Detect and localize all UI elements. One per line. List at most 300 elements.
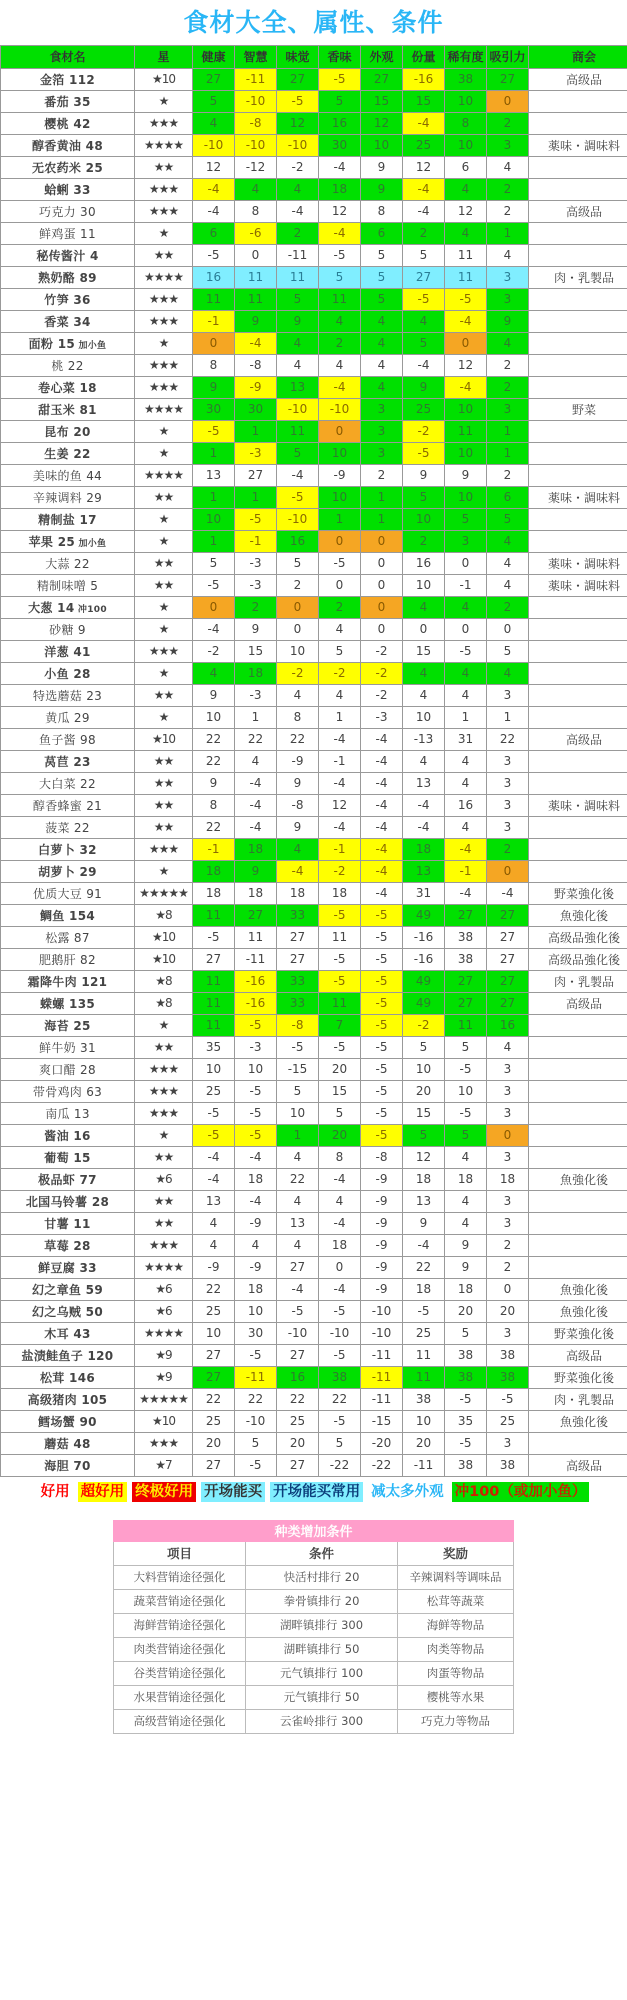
star-rating: ★★★ bbox=[135, 200, 193, 222]
stat-cell: 10 bbox=[193, 706, 235, 728]
stat-cell: 11 bbox=[319, 288, 361, 310]
ingredient-name: 秘传酱汁 4 bbox=[36, 248, 99, 263]
conditions-cell: 樱桃等水果 bbox=[398, 1685, 514, 1709]
ingredient-name-cell bbox=[1, 1058, 135, 1080]
guild-cell bbox=[529, 288, 627, 310]
ingredient-name-note: 加小鱼 bbox=[75, 340, 107, 351]
stat-cell: -5 bbox=[445, 288, 487, 310]
stat-cell: -9 bbox=[361, 1256, 403, 1278]
stat-cell: 0 bbox=[487, 618, 529, 640]
stat-cell: 9 bbox=[277, 310, 319, 332]
star-rating: ★ bbox=[135, 860, 193, 882]
star-rating: ★ bbox=[135, 442, 193, 464]
legend-item-3: 开场能买 bbox=[201, 1482, 265, 1502]
stat-cell: 18 bbox=[403, 1168, 445, 1190]
stat-cell: 27 bbox=[193, 948, 235, 970]
star-rating: ★★★ bbox=[135, 354, 193, 376]
guild-cell: 高级品 bbox=[529, 68, 627, 90]
ingredient-name: 樱桃 42 bbox=[44, 116, 91, 131]
stat-cell: 0 bbox=[319, 1256, 361, 1278]
stat-cell: 11 bbox=[445, 420, 487, 442]
guild-cell bbox=[529, 618, 627, 640]
star-rating: ★★ bbox=[135, 574, 193, 596]
stat-cell: 1 bbox=[319, 508, 361, 530]
stat-cell: 6 bbox=[445, 156, 487, 178]
table-row bbox=[1, 816, 627, 838]
guild-cell bbox=[529, 222, 627, 244]
stat-cell: 4 bbox=[445, 1212, 487, 1234]
stat-cell: 22 bbox=[235, 1388, 277, 1410]
stat-cell: -1 bbox=[193, 838, 235, 860]
stat-cell: -3 bbox=[235, 442, 277, 464]
guild-cell bbox=[529, 1146, 627, 1168]
ingredient-name: 卷心菜 18 bbox=[38, 380, 97, 395]
guild-cell bbox=[529, 1432, 627, 1454]
stat-cell: 30 bbox=[193, 398, 235, 420]
stat-cell: 18 bbox=[235, 838, 277, 860]
stat-cell: 16 bbox=[319, 112, 361, 134]
stat-cell: 2 bbox=[487, 376, 529, 398]
stat-cell: 11 bbox=[235, 926, 277, 948]
guild-cell: 肉・乳製品 bbox=[529, 266, 627, 288]
ingredient-name-cell bbox=[1, 530, 135, 552]
star-rating: ★★★★ bbox=[135, 134, 193, 156]
stat-cell: 10 bbox=[319, 442, 361, 464]
ingredient-name-cell bbox=[1, 1410, 135, 1432]
stat-cell: 4 bbox=[445, 750, 487, 772]
stat-cell: 38 bbox=[445, 1344, 487, 1366]
stat-cell: 9 bbox=[361, 156, 403, 178]
stat-cell: 2 bbox=[319, 596, 361, 618]
guild-cell bbox=[529, 244, 627, 266]
stat-cell: 13 bbox=[277, 376, 319, 398]
stat-cell: 9 bbox=[487, 310, 529, 332]
stat-cell: 15 bbox=[403, 1102, 445, 1124]
ingredient-name-cell bbox=[1, 1388, 135, 1410]
stat-cell: -4 bbox=[319, 728, 361, 750]
stat-cell: 1 bbox=[235, 706, 277, 728]
star-rating: ★★★ bbox=[135, 376, 193, 398]
stat-cell: 16 bbox=[193, 266, 235, 288]
stat-cell: 27 bbox=[403, 266, 445, 288]
stat-cell: 5 bbox=[445, 508, 487, 530]
stat-cell: -4 bbox=[319, 1278, 361, 1300]
ingredient-name: 蘑菇 48 bbox=[44, 1436, 91, 1451]
stat-cell: 2 bbox=[487, 200, 529, 222]
stat-cell: 4 bbox=[277, 1146, 319, 1168]
stat-cell: 5 bbox=[277, 288, 319, 310]
stat-cell: 27 bbox=[487, 904, 529, 926]
stat-cell: 5 bbox=[361, 244, 403, 266]
stat-cell: -5 bbox=[361, 904, 403, 926]
stat-cell: -20 bbox=[361, 1432, 403, 1454]
stat-cell: 5 bbox=[487, 640, 529, 662]
star-rating: ★★ bbox=[135, 1212, 193, 1234]
guild-cell: 肉・乳製品 bbox=[529, 970, 627, 992]
stat-cell: -2 bbox=[277, 156, 319, 178]
ingredient-name-cell bbox=[1, 662, 135, 684]
conditions-row bbox=[114, 1661, 514, 1685]
table-row bbox=[1, 90, 627, 112]
stat-cell: -5 bbox=[361, 1124, 403, 1146]
stat-cell: 27 bbox=[487, 926, 529, 948]
stat-cell: -3 bbox=[235, 574, 277, 596]
guild-cell: 野菜 bbox=[529, 398, 627, 420]
star-rating: ★★ bbox=[135, 750, 193, 772]
stat-cell: 4 bbox=[277, 684, 319, 706]
stat-cell: 3 bbox=[487, 266, 529, 288]
ingredient-name-cell bbox=[1, 1344, 135, 1366]
star-rating: ★★★ bbox=[135, 112, 193, 134]
stat-cell: 27 bbox=[193, 68, 235, 90]
stat-cell: 5 bbox=[235, 1432, 277, 1454]
stat-cell: 49 bbox=[403, 992, 445, 1014]
table-row bbox=[1, 992, 627, 1014]
ingredient-name-cell bbox=[1, 684, 135, 706]
conditions-cell: 巧克力等物品 bbox=[398, 1709, 514, 1733]
stat-cell: 10 bbox=[445, 90, 487, 112]
star-rating: ★8 bbox=[135, 904, 193, 926]
stat-cell: -2 bbox=[361, 684, 403, 706]
star-rating: ★ bbox=[135, 1124, 193, 1146]
ingredient-name-cell bbox=[1, 288, 135, 310]
guild-cell: 魚強化後 bbox=[529, 1168, 627, 1190]
ingredient-name-cell bbox=[1, 1278, 135, 1300]
ingredient-name-cell bbox=[1, 90, 135, 112]
stat-cell: -5 bbox=[445, 1058, 487, 1080]
stat-cell: 27 bbox=[277, 926, 319, 948]
stat-cell: 0 bbox=[445, 618, 487, 640]
stat-cell: -4 bbox=[277, 860, 319, 882]
ingredient-name-cell bbox=[1, 156, 135, 178]
stat-cell: -5 bbox=[361, 926, 403, 948]
table-row bbox=[1, 1036, 627, 1058]
stat-cell: 3 bbox=[487, 1212, 529, 1234]
ingredient-name: 甜玉米 81 bbox=[38, 402, 97, 417]
stat-cell: 3 bbox=[487, 1190, 529, 1212]
stat-cell: -1 bbox=[235, 530, 277, 552]
table-row bbox=[1, 882, 627, 904]
ingredient-name: 鲷鱼 154 bbox=[39, 908, 96, 923]
stat-cell: -4 bbox=[193, 618, 235, 640]
stat-cell: 22 bbox=[193, 816, 235, 838]
stat-cell: 9 bbox=[277, 816, 319, 838]
ingredient-name: 大葱 14 bbox=[28, 600, 75, 615]
stat-cell: -9 bbox=[319, 464, 361, 486]
ingredient-name-cell bbox=[1, 266, 135, 288]
stat-cell: -5 bbox=[319, 904, 361, 926]
ingredient-name: 香菜 34 bbox=[44, 314, 91, 329]
stat-cell: -2 bbox=[403, 420, 445, 442]
stat-cell: 4 bbox=[193, 662, 235, 684]
star-rating: ★7 bbox=[135, 1454, 193, 1476]
stat-cell: 27 bbox=[277, 948, 319, 970]
star-rating: ★10 bbox=[135, 728, 193, 750]
stat-cell: 3 bbox=[487, 1432, 529, 1454]
stat-cell: -9 bbox=[361, 1190, 403, 1212]
column-header-10: 商会 bbox=[529, 45, 627, 68]
stat-cell: -5 bbox=[235, 508, 277, 530]
stat-cell: 15 bbox=[403, 640, 445, 662]
conditions-row bbox=[114, 1589, 514, 1613]
guild-cell: 高级品強化後 bbox=[529, 926, 627, 948]
stat-cell: 3 bbox=[487, 684, 529, 706]
guild-cell: 野菜強化後 bbox=[529, 1322, 627, 1344]
stat-cell: -4 bbox=[361, 728, 403, 750]
stat-cell: 0 bbox=[445, 552, 487, 574]
legend-item-0: 好用 bbox=[38, 1482, 73, 1502]
stat-cell: -5 bbox=[193, 926, 235, 948]
stat-cell: 10 bbox=[445, 486, 487, 508]
conditions-cell: 肉类营销途径强化 bbox=[114, 1637, 246, 1661]
ingredient-name-cell bbox=[1, 750, 135, 772]
stat-cell: -12 bbox=[235, 156, 277, 178]
stat-cell: 38 bbox=[487, 1366, 529, 1388]
stat-cell: 30 bbox=[235, 398, 277, 420]
stat-cell: 10 bbox=[193, 1058, 235, 1080]
stat-cell: 10 bbox=[445, 442, 487, 464]
guild-cell bbox=[529, 838, 627, 860]
table-row bbox=[1, 618, 627, 640]
stat-cell: 11 bbox=[445, 266, 487, 288]
stat-cell: 18 bbox=[319, 1234, 361, 1256]
stat-cell: 10 bbox=[403, 508, 445, 530]
star-rating: ★★ bbox=[135, 1190, 193, 1212]
ingredient-name: 甘薯 11 bbox=[44, 1216, 91, 1231]
star-rating: ★ bbox=[135, 530, 193, 552]
stat-cell: 4 bbox=[277, 838, 319, 860]
stat-cell: -9 bbox=[361, 1278, 403, 1300]
stat-cell: -1 bbox=[319, 750, 361, 772]
stat-cell: -5 bbox=[319, 948, 361, 970]
stat-cell: -10 bbox=[235, 90, 277, 112]
table-row bbox=[1, 574, 627, 596]
conditions-cell: 快活村排行 20 bbox=[246, 1565, 398, 1589]
table-row bbox=[1, 244, 627, 266]
stat-cell: 5 bbox=[361, 266, 403, 288]
stat-cell: -4 bbox=[403, 178, 445, 200]
stat-cell: 4 bbox=[487, 156, 529, 178]
table-row bbox=[1, 288, 627, 310]
stat-cell: 38 bbox=[487, 1344, 529, 1366]
ingredient-name-cell bbox=[1, 860, 135, 882]
stat-cell: 2 bbox=[487, 1234, 529, 1256]
stat-cell: 1 bbox=[193, 486, 235, 508]
guild-cell: 薬味・調味料 bbox=[529, 574, 627, 596]
stat-cell: 0 bbox=[361, 552, 403, 574]
stat-cell: -11 bbox=[235, 948, 277, 970]
stat-cell: 35 bbox=[193, 1036, 235, 1058]
stat-cell: 0 bbox=[319, 420, 361, 442]
stat-cell: 22 bbox=[319, 1388, 361, 1410]
column-header-0: 食材名 bbox=[1, 45, 135, 68]
conditions-cell: 元气镇排行 100 bbox=[246, 1661, 398, 1685]
stat-cell: -5 bbox=[445, 1388, 487, 1410]
column-header-1: 星 bbox=[135, 45, 193, 68]
table-row bbox=[1, 222, 627, 244]
stat-cell: -9 bbox=[235, 1212, 277, 1234]
stat-cell: -4 bbox=[361, 816, 403, 838]
stat-cell: -2 bbox=[361, 640, 403, 662]
stat-cell: 9 bbox=[235, 618, 277, 640]
table-row bbox=[1, 178, 627, 200]
stat-cell: -1 bbox=[445, 574, 487, 596]
star-rating: ★★ bbox=[135, 816, 193, 838]
table-header bbox=[1, 45, 627, 68]
stat-cell: 16 bbox=[487, 1014, 529, 1036]
stat-cell: -5 bbox=[193, 1102, 235, 1124]
star-rating: ★★ bbox=[135, 684, 193, 706]
stat-cell: -10 bbox=[319, 398, 361, 420]
table-row bbox=[1, 420, 627, 442]
stat-cell: 4 bbox=[445, 178, 487, 200]
stat-cell: 22 bbox=[235, 728, 277, 750]
stat-cell: -5 bbox=[277, 1036, 319, 1058]
stat-cell: -4 bbox=[445, 882, 487, 904]
stat-cell: 2 bbox=[487, 464, 529, 486]
guild-cell bbox=[529, 1190, 627, 1212]
stat-cell: 18 bbox=[445, 1168, 487, 1190]
table-row bbox=[1, 1256, 627, 1278]
star-rating: ★ bbox=[135, 508, 193, 530]
conditions-cell: 肉类等物品 bbox=[398, 1637, 514, 1661]
stat-cell: 3 bbox=[487, 1058, 529, 1080]
stat-cell: 5 bbox=[403, 486, 445, 508]
stat-cell: 5 bbox=[277, 552, 319, 574]
star-rating: ★★★★ bbox=[135, 266, 193, 288]
stat-cell: 2 bbox=[403, 222, 445, 244]
stat-cell: 11 bbox=[319, 926, 361, 948]
ingredient-name: 葡萄 15 bbox=[44, 1150, 91, 1165]
stat-cell: 12 bbox=[277, 112, 319, 134]
star-rating: ★8 bbox=[135, 992, 193, 1014]
stat-cell: -4 bbox=[361, 750, 403, 772]
guild-cell bbox=[529, 376, 627, 398]
stat-cell: 38 bbox=[445, 1454, 487, 1476]
conditions-column-header-2: 奖励 bbox=[398, 1541, 514, 1565]
stat-cell: -1 bbox=[193, 310, 235, 332]
stat-cell: -5 bbox=[445, 640, 487, 662]
stat-cell: -5 bbox=[319, 1300, 361, 1322]
table-row bbox=[1, 838, 627, 860]
conditions-cell: 辛辣调料等调味品 bbox=[398, 1565, 514, 1589]
table-row bbox=[1, 1058, 627, 1080]
stat-cell: -9 bbox=[361, 1212, 403, 1234]
ingredient-name: 南瓜 13 bbox=[45, 1106, 90, 1121]
ingredient-name-cell bbox=[1, 464, 135, 486]
stat-cell: -5 bbox=[277, 1300, 319, 1322]
table-row bbox=[1, 1344, 627, 1366]
guild-cell bbox=[529, 1080, 627, 1102]
stat-cell: -2 bbox=[193, 640, 235, 662]
stat-cell: -4 bbox=[319, 222, 361, 244]
stat-cell: 4 bbox=[193, 1234, 235, 1256]
stat-cell: 12 bbox=[403, 156, 445, 178]
ingredient-name-cell bbox=[1, 552, 135, 574]
star-rating: ★★★ bbox=[135, 640, 193, 662]
ingredient-name-cell bbox=[1, 640, 135, 662]
stat-cell: -8 bbox=[277, 1014, 319, 1036]
ingredient-name-cell bbox=[1, 1036, 135, 1058]
table-row bbox=[1, 904, 627, 926]
stat-cell: 4 bbox=[445, 772, 487, 794]
stat-cell: 6 bbox=[193, 222, 235, 244]
stat-cell: 13 bbox=[277, 1212, 319, 1234]
star-rating: ★9 bbox=[135, 1344, 193, 1366]
ingredient-name: 醇香蜂蜜 21 bbox=[32, 798, 103, 813]
stat-cell: 25 bbox=[277, 1410, 319, 1432]
stat-cell: 10 bbox=[193, 1322, 235, 1344]
ingredient-name: 生姜 22 bbox=[44, 446, 91, 461]
star-rating: ★ bbox=[135, 706, 193, 728]
table-row bbox=[1, 1168, 627, 1190]
stat-cell: -5 bbox=[235, 1124, 277, 1146]
stat-cell: 9 bbox=[445, 1234, 487, 1256]
ingredient-name: 肥鹅肝 82 bbox=[39, 952, 96, 967]
stat-cell: 8 bbox=[445, 112, 487, 134]
stat-cell: 4 bbox=[403, 310, 445, 332]
stat-cell: -5 bbox=[319, 970, 361, 992]
stat-cell: -4 bbox=[193, 178, 235, 200]
star-rating: ★★★★★ bbox=[135, 882, 193, 904]
star-rating: ★★★ bbox=[135, 1432, 193, 1454]
conditions-row bbox=[114, 1637, 514, 1661]
stat-cell: 4 bbox=[487, 530, 529, 552]
star-rating: ★★★ bbox=[135, 1234, 193, 1256]
star-rating: ★★ bbox=[135, 794, 193, 816]
ingredient-name-cell bbox=[1, 904, 135, 926]
stat-cell: -22 bbox=[361, 1454, 403, 1476]
stat-cell: 9 bbox=[193, 684, 235, 706]
stat-cell: 30 bbox=[319, 134, 361, 156]
stat-cell: -5 bbox=[277, 486, 319, 508]
stat-cell: 18 bbox=[445, 1278, 487, 1300]
stat-cell: -2 bbox=[403, 1014, 445, 1036]
stat-cell: -5 bbox=[361, 1036, 403, 1058]
stat-cell: 2 bbox=[403, 530, 445, 552]
stat-cell: 11 bbox=[235, 266, 277, 288]
ingredient-name: 白萝卜 32 bbox=[38, 842, 97, 857]
stat-cell: 13 bbox=[193, 464, 235, 486]
conditions-cell: 海鲜等物品 bbox=[398, 1613, 514, 1637]
stat-cell: 16 bbox=[403, 552, 445, 574]
ingredient-name-cell bbox=[1, 1102, 135, 1124]
stat-cell: 18 bbox=[403, 1278, 445, 1300]
stat-cell: 8 bbox=[193, 354, 235, 376]
ingredient-name-cell bbox=[1, 838, 135, 860]
stat-cell: -11 bbox=[403, 1454, 445, 1476]
stat-cell: 25 bbox=[193, 1080, 235, 1102]
stat-cell: 13 bbox=[403, 772, 445, 794]
stat-cell: 25 bbox=[403, 134, 445, 156]
stat-cell: 5 bbox=[403, 244, 445, 266]
column-header-5: 香味 bbox=[319, 45, 361, 68]
conditions-cell: 湖畔镇排行 50 bbox=[246, 1637, 398, 1661]
stat-cell: 4 bbox=[487, 244, 529, 266]
star-rating: ★★★★★ bbox=[135, 1388, 193, 1410]
stat-cell: -4 bbox=[193, 200, 235, 222]
stat-cell: -5 bbox=[235, 1014, 277, 1036]
stat-cell: -5 bbox=[487, 1388, 529, 1410]
stat-cell: 30 bbox=[235, 1322, 277, 1344]
guild-cell: 薬味・調味料 bbox=[529, 552, 627, 574]
star-rating: ★6 bbox=[135, 1300, 193, 1322]
stat-cell: -4 bbox=[235, 332, 277, 354]
stat-cell: -5 bbox=[319, 552, 361, 574]
table-row bbox=[1, 1432, 627, 1454]
ingredient-name: 洋葱 41 bbox=[44, 644, 91, 659]
star-rating: ★10 bbox=[135, 926, 193, 948]
